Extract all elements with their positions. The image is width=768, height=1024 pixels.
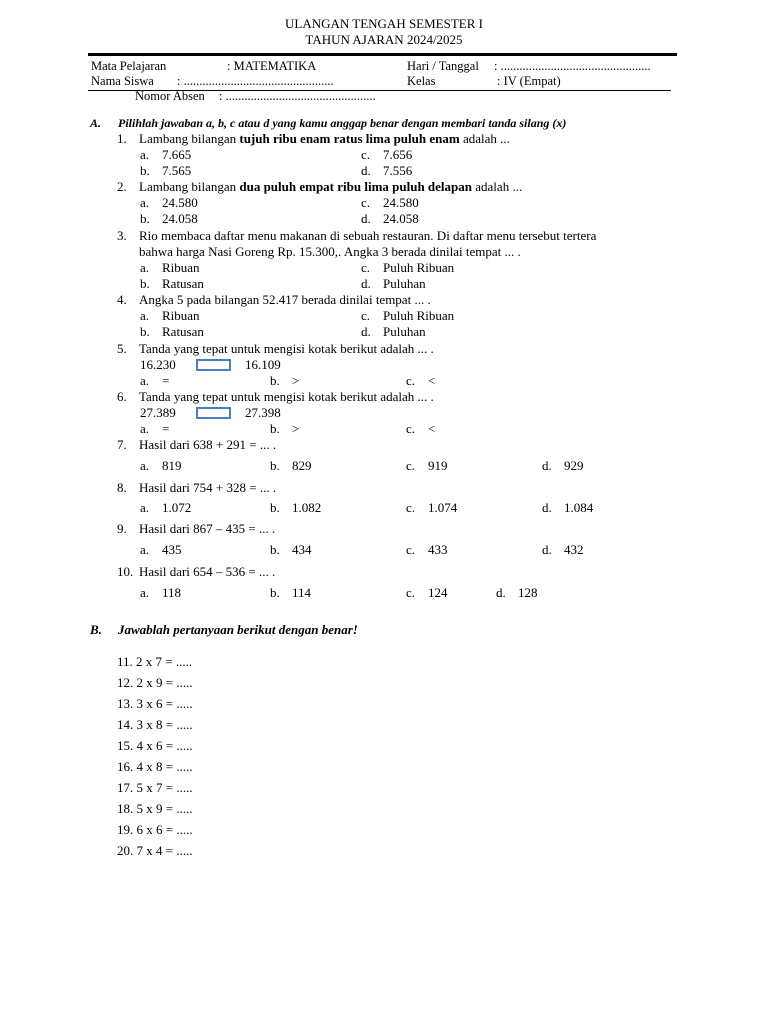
option-2b: b. 24.058 [140, 211, 198, 226]
question-3: 3. Rio membaca daftar menu makanan di sebuah restauran. Di daftar menu tersebut tertera [117, 228, 597, 243]
academic-year: TAHUN AJARAN 2024/2025 [305, 32, 463, 47]
option-1b: b. 7.565 [140, 163, 192, 178]
option-7a: a. 819 [140, 458, 182, 473]
section-b-letter: B. [90, 622, 102, 637]
comparison-right-6: 27.398 [245, 405, 281, 420]
option-3b: b. Ratusan [140, 276, 204, 291]
option-3d: d. Puluhan [361, 276, 426, 291]
section-a-instruction: Pilihlah jawaban a, b, c atau d yang kamu anggap benar dengan membari tanda silang (x) [118, 116, 567, 130]
answer-box-6[interactable] [196, 407, 231, 419]
option-8c: c. 1.074 [406, 500, 458, 515]
option-8b: b. 1.082 [270, 500, 322, 515]
option-3a: a. Ribuan [140, 260, 200, 275]
comparison-left-5: 16.230 [140, 357, 176, 372]
option-5a: a. = [140, 373, 170, 388]
subject-label: Mata Pelajaran [91, 59, 167, 73]
option-4d: d. Puluhan [361, 324, 426, 339]
option-6a: a. = [140, 421, 170, 436]
essay-item: 13. 3 x 6 = ..... [117, 696, 193, 711]
student-name-value: : ................................................ [177, 74, 334, 88]
option-1d: d. 7.556 [361, 163, 413, 178]
option-10b: b. 114 [270, 585, 312, 600]
question-1: 1. Lambang bilangan tujuh ribu enam ratus lima puluh enam adalah ... [117, 131, 510, 146]
roll-number-value: : ................................................ [219, 89, 376, 103]
answer-box-5[interactable] [196, 359, 231, 371]
option-10a: a. 118 [140, 585, 182, 600]
question-10: 10. Hasil dari 654 – 536 = ... . [117, 564, 276, 579]
option-9c: c. 433 [406, 542, 448, 557]
question-4: 4. Angka 5 pada bilangan 52.417 berada dinilai tempat ... . [117, 292, 431, 307]
class-value: : IV (Empat) [497, 74, 561, 88]
essay-item: 20. 7 x 4 = ..... [117, 843, 193, 858]
essay-item: 17. 5 x 7 = ..... [117, 780, 193, 795]
option-2c: c. 24.580 [361, 195, 419, 210]
option-3c: c. Puluh Ribuan [361, 260, 455, 275]
option-4b: b. Ratusan [140, 324, 204, 339]
option-1a: a. 7.665 [140, 147, 192, 162]
roll-number-label: Nomor Absen [135, 89, 205, 103]
essay-item: 12. 2 x 9 = ..... [117, 675, 193, 690]
option-5c: c. < [406, 373, 436, 388]
section-b-instruction: Jawablah pertanyaan berikut dengan benar! [118, 622, 358, 637]
essay-item: 18. 5 x 9 = ..... [117, 801, 193, 816]
essay-item: 15. 4 x 6 = ..... [117, 738, 193, 753]
option-4a: a. Ribuan [140, 308, 200, 323]
comparison-right-5: 16.109 [245, 357, 281, 372]
option-5b: b. > [270, 373, 300, 388]
question-6: 6. Tanda yang tepat untuk mengisi kotak berikut adalah ... . [117, 389, 434, 404]
option-7c: c. 919 [406, 458, 448, 473]
question-8: 8. Hasil dari 754 + 328 = ... . [117, 480, 277, 495]
question-9: 9. Hasil dari 867 – 435 = ... . [117, 521, 276, 536]
option-2d: d. 24.058 [361, 211, 419, 226]
option-7d: d. 929 [542, 458, 584, 473]
question-2: 2. Lambang bilangan dua puluh empat ribu lima puluh delapan adalah ... [117, 179, 523, 194]
comparison-left-6: 27.389 [140, 405, 176, 420]
essay-item: 16. 4 x 8 = ..... [117, 759, 193, 774]
class-label: Kelas [407, 74, 436, 88]
essay-item: 11. 2 x 7 = ..... [117, 654, 193, 669]
option-1c: c. 7.656 [361, 147, 413, 162]
option-8d: d. 1.084 [542, 500, 594, 515]
option-7b: b. 829 [270, 458, 312, 473]
question-number: 1. [117, 131, 127, 146]
option-4c: c. Puluh Ribuan [361, 308, 455, 323]
essay-item: 19. 6 x 6 = ..... [117, 822, 193, 837]
essay-item: 14. 3 x 8 = ..... [117, 717, 193, 732]
date-label: Hari / Tanggal [407, 59, 479, 73]
option-10c: c. 124 [406, 585, 448, 600]
option-6b: b. > [270, 421, 300, 436]
subject-value: : MATEMATIKA [227, 59, 317, 73]
date-value: : ................................................ [494, 59, 651, 73]
option-9d: d. 432 [542, 542, 584, 557]
question-7: 7. Hasil dari 638 + 291 = ... . [117, 437, 277, 452]
question-5: 5. Tanda yang tepat untuk mengisi kotak berikut adalah ... . [117, 341, 434, 356]
exam-title: ULANGAN TENGAH SEMESTER I [284, 16, 483, 31]
option-9a: a. 435 [140, 542, 182, 557]
option-9b: b. 434 [270, 542, 312, 557]
option-8a: a. 1.072 [140, 500, 192, 515]
option-10d: d. 128 [496, 585, 538, 600]
section-a-letter: A. [90, 116, 102, 130]
header-divider-thick [88, 53, 677, 56]
student-name-label: Nama Siswa [91, 74, 154, 88]
option-2a: a. 24.580 [140, 195, 198, 210]
option-6c: c. < [406, 421, 436, 436]
question-3-line-2: bahwa harga Nasi Goreng Rp. 15.300,. Angka 3 berada dinilai tempat ... . [139, 244, 521, 259]
